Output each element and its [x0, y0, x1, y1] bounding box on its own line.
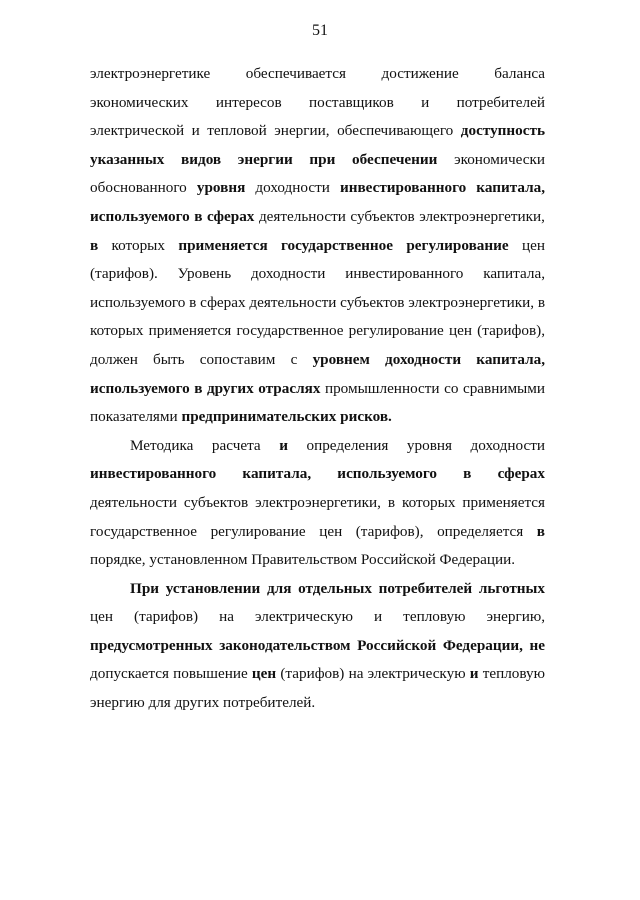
text-segment: промышленности со сравнимыми показателями [90, 379, 546, 426]
text-segment: (тарифов) на электрическую [276, 665, 470, 683]
text-segment: в [90, 236, 99, 254]
text-segment: предпринимательских рисков. [181, 408, 392, 426]
text-segment: и [469, 665, 479, 683]
text-segment: определения уровня доходности [287, 436, 545, 454]
document-body [90, 60, 545, 718]
text-segment: деятельности субъектов электроэнергетики, в которых применяется государственное регулирование цен (тарифов), определяется [90, 493, 545, 540]
text-segment: доступность указанных видов энергии при обеспечении [90, 122, 545, 168]
paragraph-2 [90, 432, 545, 575]
text-segment: доходности [245, 179, 340, 197]
text-segment: экономически обоснованного [90, 150, 545, 197]
paragraph-1 [90, 60, 545, 432]
text-segment: цен (тарифов). Уровень доходности инвестированного капитала, используемого в сферах деятельности субъектов электроэнергетики, в которых применяется государственное регулирование цен (тарифов), должен быть сопоставим с [90, 236, 545, 368]
text-segment: цен (тарифов) на электрическую и тепловую энергию, [90, 608, 545, 626]
text-segment: инвестированного капитала, используемого в сферах [90, 179, 545, 225]
text-segment: инвестированного капитала, используемого в сферах [90, 465, 545, 483]
text-segment: цен [251, 665, 277, 683]
text-segment: и [279, 436, 288, 454]
text-segment: допускается повышение [90, 665, 252, 683]
text-segment: При установлении для отдельных потребителей льготных [130, 579, 545, 597]
text-segment: применяется государственное регулирование [178, 236, 509, 254]
text-segment: предусмотренных законодательством Российской Федерации, не [90, 636, 545, 654]
text-segment: Методика расчета [130, 436, 280, 454]
text-segment: порядке, установленном Правительством Российской Федерации. [90, 551, 516, 569]
text-segment: уровнем доходности капитала, используемого в других отраслях [90, 350, 546, 397]
text-segment: электроэнергетике обеспечивается достижение баланса экономических интересов поставщиков и потребителей электрической и тепловой энергии, обеспечивающего [90, 65, 545, 140]
text-segment: деятельности субъектов электроэнергетики, [254, 207, 545, 225]
text-segment: которых [98, 236, 179, 254]
text-segment: тепловую энергию для других потребителей. [90, 665, 545, 712]
text-segment: в [536, 522, 545, 540]
paragraph-3 [90, 575, 545, 718]
page-number: 51 [312, 22, 328, 39]
text-segment: уровня [196, 179, 246, 197]
